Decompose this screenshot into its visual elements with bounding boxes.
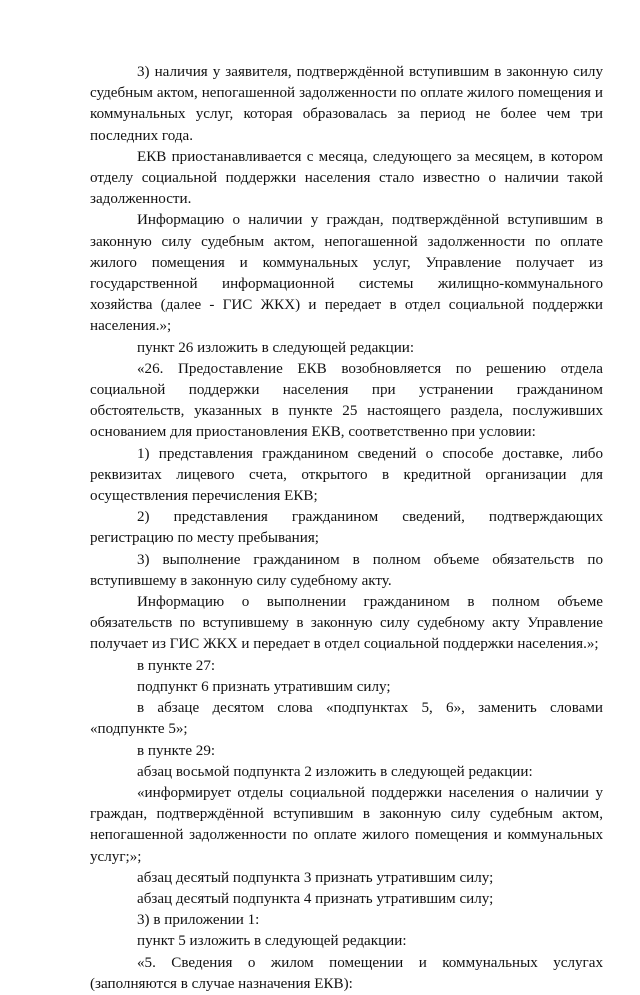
- paragraph-fulfillment-info: Информацию о выполнении гражданином в полном объеме обязательств по вступившему в законную силу судебному акту Управление получает из ГИС ЖКХ и передает в отдел социальной поддержки населения.»;: [90, 594, 603, 653]
- paragraph-point-27: в пункте 27:: [137, 657, 216, 674]
- paragraph-point-5: «5. Сведения о жилом помещении и коммунальных услугах (заполняются в случае назначения ЕКВ):: [90, 954, 603, 992]
- paragraph-condition-3: 3) выполнение гражданином в полном объеме обязательств по вступившему в законную силу судебному акту.: [90, 551, 603, 589]
- paragraph-suspension: ЕКВ приостанавливается с месяца, следующего за месяцем, в котором отделу социальной поддержки населения стало известно о наличии такой задолженности.: [90, 148, 603, 208]
- paragraph-point-26-intro: пункт 26 изложить в следующей редакции:: [137, 339, 415, 356]
- paragraph-point-26: «26. Предоставление ЕКВ возобновляется по решению отдела социальной поддержки населения при устранении гражданином обстоятельств, указанных в пункте 25 настоящего раздела, послуживших основанием для приостановления ЕКВ, соответственно при условии:: [90, 360, 603, 441]
- paragraph-debt-condition: 3) наличия у заявителя, подтверждённой вступившим в законную силу судебным актом, непогашенной задолженности по оплате жилого помещения и коммунальных услуг, которая образовалась за период не более чем три последних года.: [90, 64, 603, 144]
- paragraph-tenth-abzac: в абзаце десятом слова «подпунктах 5, 6», заменить словами «подпункте 5»;: [90, 700, 603, 738]
- paragraph-abzac-subpoint-3: абзац десятый подпункта 3 признать утратившим силу;: [137, 869, 494, 886]
- paragraph-subpoint-6: подпункт 6 признать утратившим силу;: [137, 678, 391, 695]
- paragraph-gis-info: Информацию о наличии у граждан, подтверждённой вступившим в законную силу судебным актом, непогашенной задолженности по оплате жилого помещения и коммунальных услуг, Управление получает из государственной информационной системы жилищно-коммунального хозяйства (далее - ГИС ЖКХ) и передает в отдел социальной поддержки населения.»;: [90, 212, 603, 335]
- paragraph-appendix-1: 3) в приложении 1:: [137, 912, 260, 929]
- document-page: [90, 62, 603, 995]
- paragraph-condition-1: 1) представления гражданином сведений о способе доставке, либо реквизитах лицевого счета, открытого в кредитной организации для осуществления перечисления ЕКВ;: [90, 445, 603, 505]
- paragraph-abzac-subpoint-4: абзац десятый подпункта 4 признать утратившим силу;: [137, 890, 494, 907]
- paragraph-point-29: в пункте 29:: [137, 742, 216, 759]
- paragraph-point-5-intro: пункт 5 изложить в следующей редакции:: [137, 933, 407, 950]
- paragraph-eighth-abzac: абзац восьмой подпункта 2 изложить в следующей редакции:: [137, 763, 533, 780]
- paragraph-informs: «информирует отделы социальной поддержки населения о наличии у граждан, подтверждённой вступившим в законную силу судебным актом, непогашенной задолженности по оплате жилого помещения и коммунальных услуг;»;: [90, 784, 603, 865]
- paragraph-condition-2: 2) представления гражданином сведений, подтверждающих регистрацию по месту пребывания;: [90, 509, 603, 547]
